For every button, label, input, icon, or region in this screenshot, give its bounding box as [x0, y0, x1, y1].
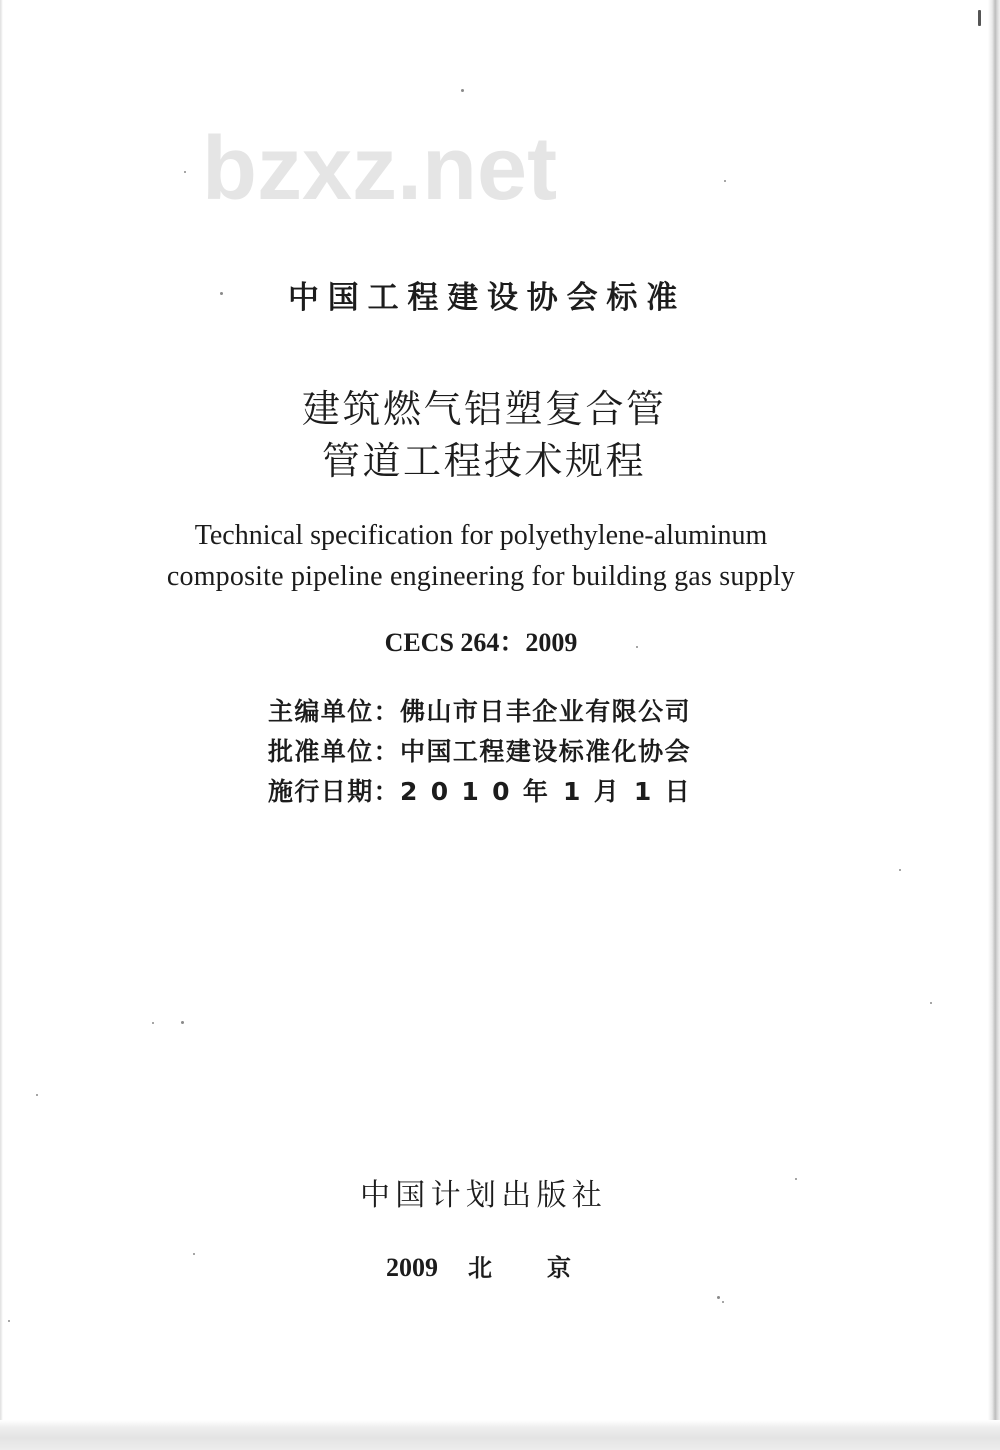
watermark: bzxz.net: [202, 119, 558, 219]
editor-label: 主编单位：: [268, 697, 401, 726]
scan-speck: [36, 1094, 38, 1096]
scan-speck: [724, 180, 726, 182]
publisher-name: 中国计划出版社: [360, 1178, 608, 1213]
page-left-edge: [0, 0, 3, 1450]
title-en-line-1: Technical specification for polyethylene-aluminum: [194, 520, 768, 551]
page-bottom-edge: [0, 1420, 1000, 1450]
standard-code: CECS 264：2009: [384, 628, 578, 657]
approver-label: 批准单位：: [268, 737, 401, 766]
title-cn-line-1: 建筑燃气铝塑复合管: [302, 387, 667, 431]
scan-speck: [181, 1021, 184, 1024]
effective-date-value: 2 0 1 0 年 1 月 1 日: [400, 777, 691, 806]
title-cn-line-2: 管道工程技术规程: [322, 439, 647, 483]
editor-line: [268, 695, 691, 729]
association-standard-heading: 中国工程建设协会标准: [288, 280, 686, 316]
scan-speck: [461, 89, 464, 92]
approver-value: 中国工程建设标准化协会: [400, 737, 691, 766]
scan-speck: [184, 171, 186, 173]
approver-line: [268, 735, 691, 769]
scan-speck: [717, 1296, 720, 1299]
imprint: [386, 1251, 626, 1289]
scan-speck: [152, 1022, 154, 1024]
scan-speck: [722, 1301, 724, 1303]
imprint-year: 2009: [386, 1253, 438, 1282]
scan-speck: [978, 10, 981, 26]
scan-speck: [795, 1178, 797, 1180]
effective-date-line: [268, 775, 691, 809]
scan-speck: [899, 869, 901, 871]
editor-value: 佛山市日丰企业有限公司: [400, 697, 691, 726]
imprint-city: 北京: [468, 1254, 626, 1282]
scan-speck: [193, 1253, 195, 1255]
page-right-edge-shadow: [988, 0, 1000, 1450]
scan-speck: [930, 1002, 932, 1004]
scan-speck: [8, 1320, 10, 1322]
title-en-line-2: composite pipeline engineering for building gas supply: [166, 561, 796, 592]
scan-speck: [220, 292, 223, 295]
effective-date-label: 施行日期：: [268, 777, 401, 806]
